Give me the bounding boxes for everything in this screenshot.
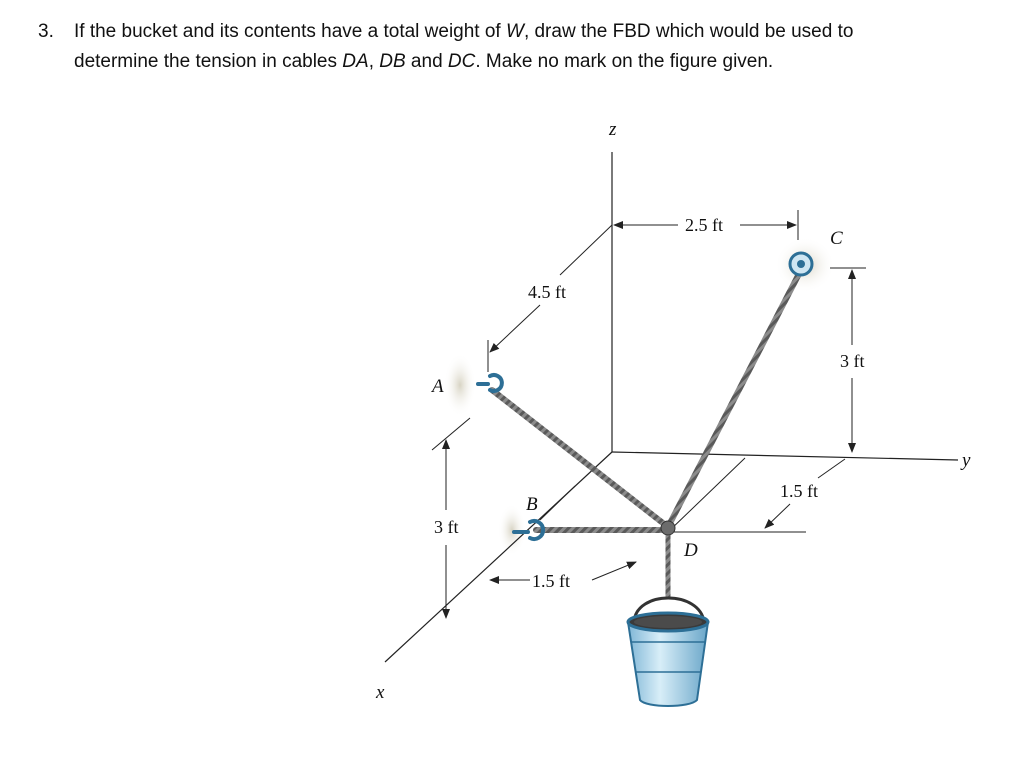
dim-1-5-right-arrow [765,504,790,528]
point-c-label: C [830,228,843,249]
x-axis [385,452,612,662]
question-line2-start: determine the tension in cables [74,51,343,72]
point-a-label: A [432,376,444,397]
bucket-body [628,622,708,706]
dim-1-5-right-upper [818,459,845,478]
axis-y-label: y [962,450,971,471]
point-b-label: B [526,494,538,515]
bucket-contents [634,616,702,628]
dim-4-5-label: 4.5 ft [528,282,566,302]
dim-1-5-bottom-label: 1.5 ft [532,571,570,591]
wall-shade-a [444,353,476,417]
eyelet-c-hole [797,260,805,268]
question-line2-end: . Make no mark on the figure given. [475,51,774,72]
guide-line-b [540,486,575,520]
separator-1: , [368,51,380,72]
cable-dc-label: DC [447,51,476,72]
cable-da-label: DA [342,51,369,72]
point-d-label: D [684,540,698,561]
dim-1-5-bottom-right-arrow [592,562,636,580]
dim-2-5-label: 2.5 ft [685,215,723,235]
bucket [628,598,708,706]
dim-3-left-label: 3 ft [434,517,459,537]
dim-4-5-arrow [490,305,540,352]
hook-a-icon [478,375,502,391]
cable-db-label: DB [379,51,406,72]
question-line1-start: If the bucket and its contents have a total weight of [74,21,506,42]
y-axis [612,452,958,460]
guide-line-1 [668,458,745,532]
separator-2: and [405,51,448,72]
dim-3-left-top-guide [432,418,470,450]
weight-symbol: W [506,21,524,42]
dim-1-5-right-label: 1.5 ft [780,481,818,501]
dim-3-right-label: 3 ft [840,351,865,371]
question-number: 3. [38,21,54,42]
axis-z-label: z [609,119,617,140]
cable-da [492,390,668,527]
dim-4-5-upper [560,225,612,275]
knot-d [661,521,675,535]
question-line1-end: , draw the FBD which would be used to [523,21,854,42]
axis-x-label: x [376,682,385,703]
